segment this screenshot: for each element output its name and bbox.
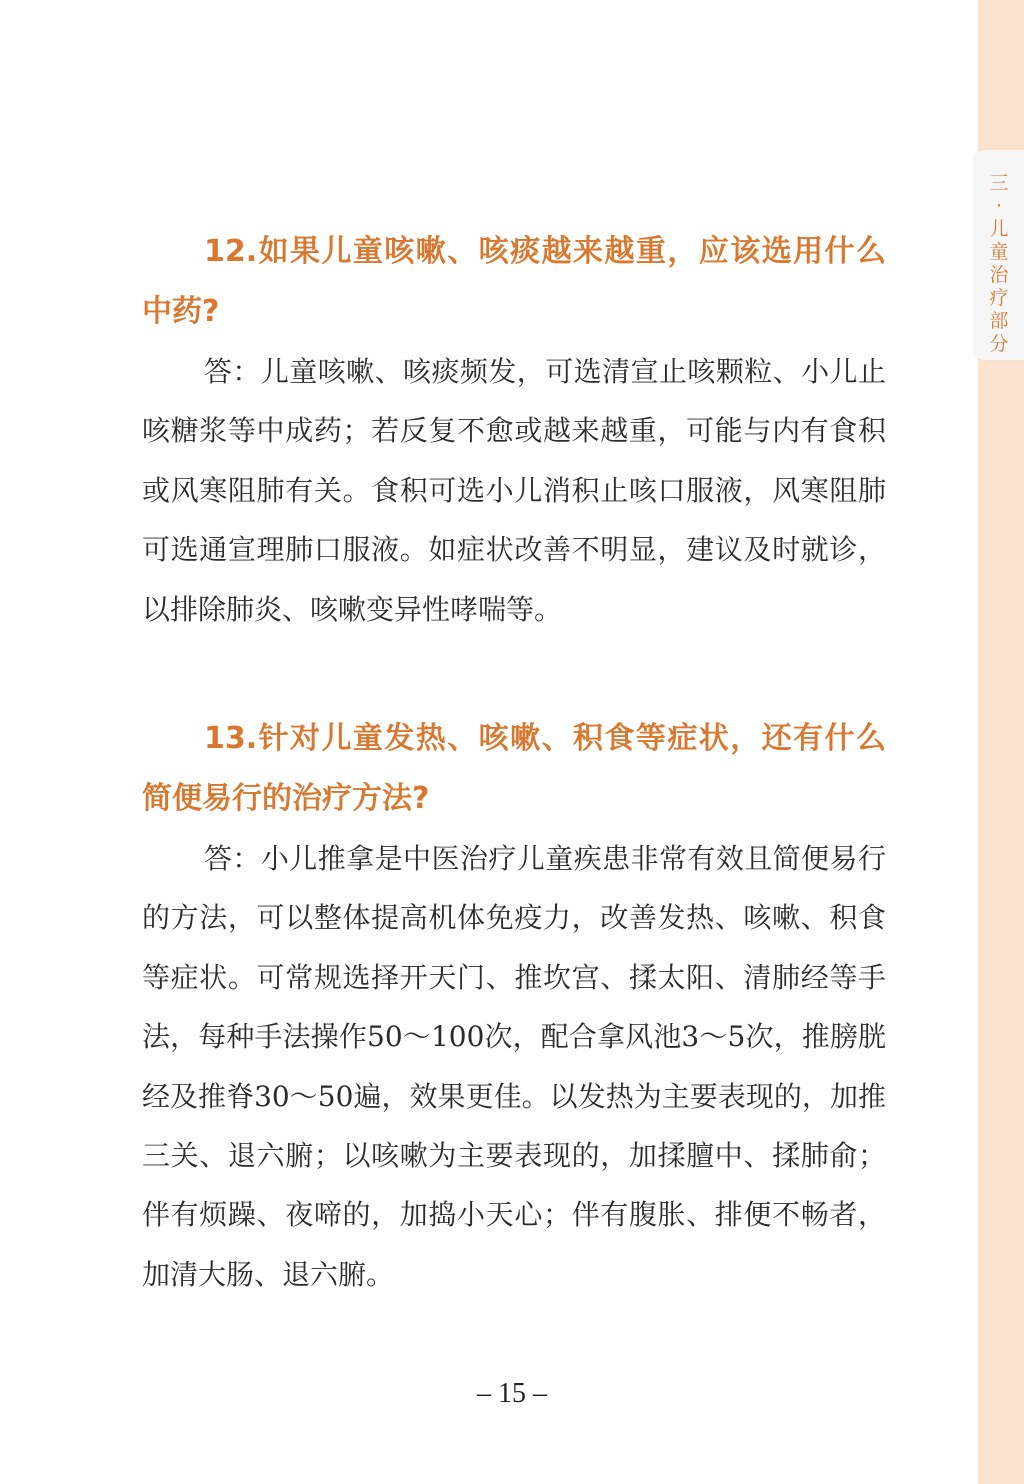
- answer-paragraph: 答：儿童咳嗽、咳痰频发，可选清宣止咳颗粒、小儿止咳糖浆等中成药；若反复不愈或越来越重，可能与内有食积或风寒阻肺有关。食积可选小儿消积止咳口服液，风寒阻肺可选通宣理肺口服液。如症状改善不明显，建议及时就诊，以排除肺炎、咳嗽变异性哮喘等。: [142, 355, 886, 626]
- qa-section-12: [142, 222, 886, 639]
- question-heading: 12.如果儿童咳嗽、咳痰越来越重，应该选用什么中药?: [142, 234, 886, 329]
- answer-paragraph: 答：小儿推拿是中医治疗儿童疾患非常有效且简便易行的方法，可以整体提高机体免疫力，改善发热、咳嗽、积食等症状。可常规选择开天门、推坎宫、揉太阳、清肺经等手法，每种手法操作50～100次，配合拿风池3～5次，推膀胱经及推脊30～50遍，效果更佳。以发热为主要表现的，加推三关、退六腑；以咳嗽为主要表现的，加揉膻中、揉肺俞；伴有烦躁、夜啼的，加捣小天心；伴有腹胀、排便不畅者，加清大肠、退六腑。: [142, 842, 886, 1291]
- qa-section-13: [142, 709, 886, 1304]
- main-content: [142, 222, 886, 1304]
- question-heading: 13.针对儿童发热、咳嗽、积食等症状，还有什么简便易行的治疗方法?: [142, 721, 886, 817]
- chapter-tab: [974, 150, 1024, 360]
- page-number: – 15 –: [477, 1378, 547, 1409]
- chapter-tab-label: 三·儿童治疗部分: [989, 172, 1009, 355]
